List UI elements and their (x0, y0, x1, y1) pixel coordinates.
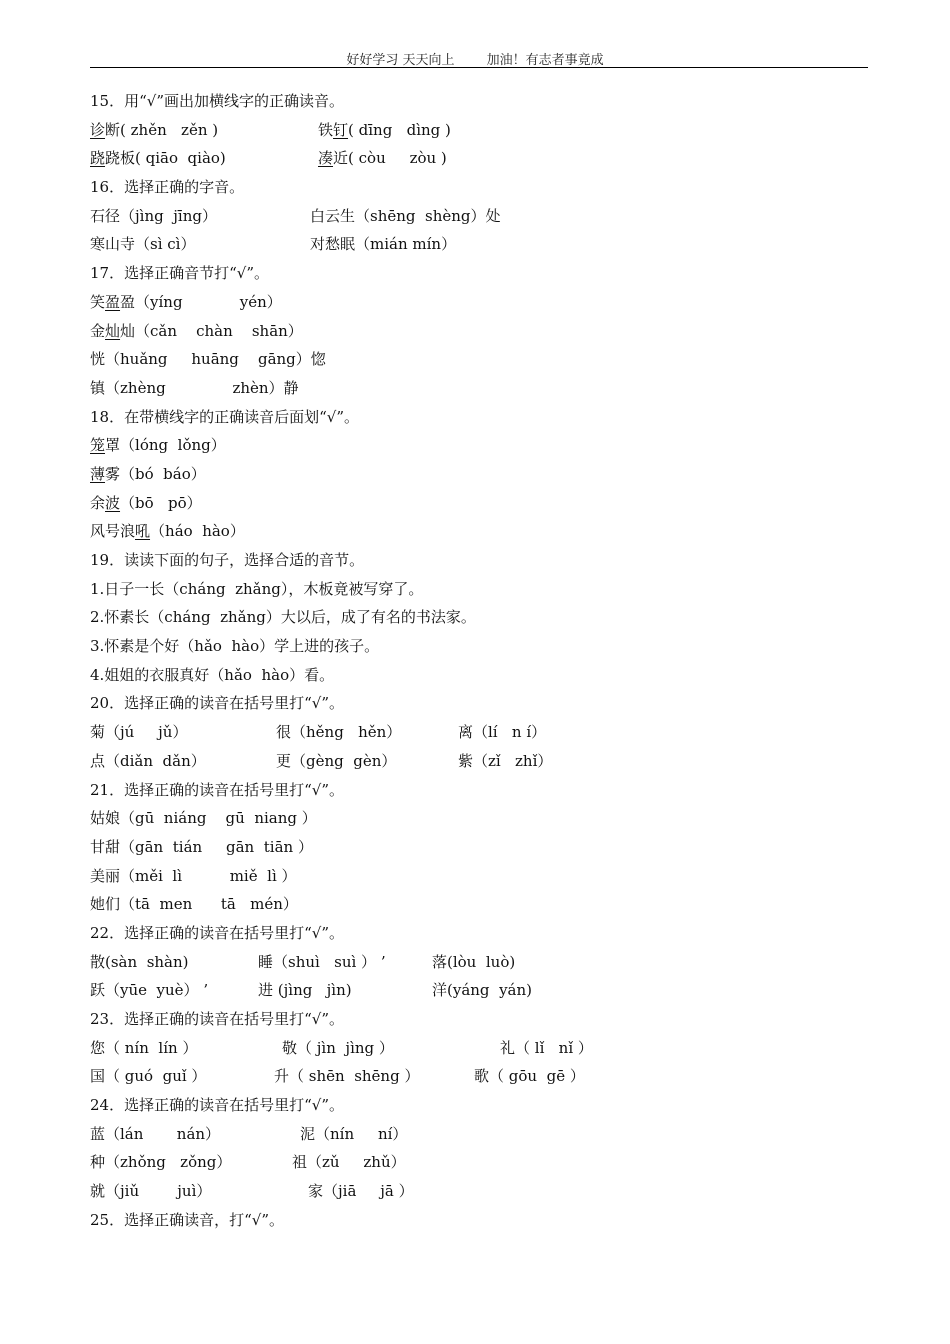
q20-item-e[interactable]: 更（gèng gèn） (276, 751, 397, 770)
q19-sentence-3[interactable]: 3.怀素是个好（hǎo hào）学上进的孩子。 (90, 637, 380, 656)
q17-item-3[interactable]: 恍（huǎng huāng gāng）惚 (90, 350, 326, 369)
q18-item-3[interactable]: 余波（bō pō） (90, 493, 202, 512)
q15-item-d[interactable]: 凑近( còu zòu ) (318, 149, 447, 168)
q23-item-b[interactable]: 敬（ jìn jìng ） (282, 1038, 394, 1057)
question-23-title: 23．选择正确的读音在括号里打“√”。 (90, 1010, 344, 1028)
q16-item-c[interactable]: 寒山寺（sì cì） (90, 235, 196, 254)
q22-item-e[interactable]: 进 (jìng jìn) (258, 981, 352, 1000)
page-header (0, 49, 950, 68)
question-18-title: 18．在带横线字的正确读音后面划“√”。 (90, 407, 359, 426)
question-15-row-2 (90, 146, 850, 175)
question-16-row-2 (90, 232, 850, 261)
question-24-title: 24．选择正确的读音在括号里打“√”。 (90, 1096, 344, 1115)
question-22-title: 22．选择正确的读音在括号里打“√”。 (90, 923, 344, 942)
q15-item-b[interactable]: 铁钉( dīng dìng ) (318, 120, 451, 139)
q24-item-f[interactable]: 家（jiā jā ） (308, 1182, 414, 1201)
q22-item-d[interactable]: 跃（yūe yuè） ’ (90, 981, 209, 1000)
q17-item-2[interactable]: 金灿灿（cǎn chàn shān） (90, 321, 303, 340)
question-16-row-1 (90, 204, 850, 233)
q23-item-f[interactable]: 歌（ gōu gē ） (474, 1067, 585, 1086)
q19-sentence-4[interactable]: 4.姐姐的衣服真好（hǎo hào）看。 (90, 665, 335, 684)
question-25-title: 25．选择正确读音，打“√”。 (90, 1210, 284, 1229)
question-16-title: 16．选择正确的字音。 (90, 178, 245, 197)
question-17-title: 17．选择正确音节打“√”。 (90, 264, 269, 283)
q19-sentence-2[interactable]: 2.怀素长（cháng zhǎng）大以后，成了有名的书法家。 (90, 608, 476, 627)
question-20-row-1 (90, 720, 850, 749)
q23-item-c[interactable]: 礼（ lǐ nǐ ） (500, 1038, 593, 1057)
question-24-row-2 (90, 1150, 850, 1179)
q24-item-a[interactable]: 蓝（lán nán） (90, 1124, 221, 1143)
question-20-title: 20．选择正确的读音在括号里打“√”。 (90, 694, 344, 713)
q22-item-f[interactable]: 洋(yáng yán) (432, 981, 532, 1000)
question-21-title: 21．选择正确的读音在括号里打“√”。 (90, 780, 344, 799)
q20-item-f[interactable]: 紫（zǐ zhǐ） (458, 751, 553, 770)
question-23-row-1 (90, 1036, 850, 1065)
q18-item-4[interactable]: 风号浪吼（háo hào） (90, 522, 245, 541)
q24-item-e[interactable]: 就（jiǔ juì） (90, 1182, 212, 1201)
q21-item-2[interactable]: 甘甜（gān tián gān tiān ） (90, 837, 313, 856)
q21-item-4[interactable]: 她们（tā men tā mén） (90, 895, 298, 914)
q17-item-1[interactable]: 笑盈盈（yíng yén） (90, 292, 282, 311)
question-15-title: 15．用“√”画出加横线字的正确读音。 (90, 92, 344, 110)
q19-sentence-1[interactable]: 1.日子一长（cháng zhǎng），木板竟被写穿了。 (90, 579, 424, 598)
q21-item-1[interactable]: 姑娘（gū niáng gū niang ） (90, 809, 317, 828)
question-20-row-2 (90, 749, 850, 778)
q23-item-a[interactable]: 您（ nín lín ） (90, 1038, 198, 1057)
question-22-row-1 (90, 950, 850, 979)
q18-item-1[interactable]: 笼罩（lóng lǒng） (90, 436, 226, 455)
q20-item-d[interactable]: 点（diǎn dǎn） (90, 751, 206, 770)
q18-item-2[interactable]: 薄雾（bó báo） (90, 464, 206, 483)
q22-item-a[interactable]: 散(sàn shàn) (90, 952, 189, 971)
q15-item-c[interactable]: 跷跷板( qiāo qiào) (90, 149, 226, 168)
q16-item-a[interactable]: 石径（jìng jīng） (90, 206, 217, 225)
header-motto-left: 好好学习 天天向上 (346, 53, 455, 68)
question-19-title: 19．读读下面的句子，选择合适的音节。 (90, 551, 365, 569)
question-23-row-2 (90, 1064, 850, 1093)
q24-item-c[interactable]: 种（zhǒng zǒng） (90, 1153, 232, 1172)
q15-item-a[interactable]: 诊断( zhěn zěn ) (90, 120, 219, 139)
q16-item-b[interactable]: 白云生（shēng shèng）处 (310, 206, 501, 225)
question-24-row-3 (90, 1179, 850, 1208)
q20-item-b[interactable]: 很（hěng hěn） (276, 723, 402, 742)
q22-item-c[interactable]: 落(lòu luò) (432, 952, 516, 971)
question-15-row-1 (90, 118, 850, 147)
q20-item-c[interactable]: 离（lí n í） (458, 723, 547, 742)
q17-item-4[interactable]: 镇（zhèng zhèn）静 (90, 378, 299, 397)
header-rule (90, 67, 868, 68)
q16-item-d[interactable]: 对愁眠（mián mín） (310, 235, 457, 254)
question-22-row-2 (90, 978, 850, 1007)
worksheet-body (90, 89, 850, 1237)
q22-item-b[interactable]: 睡（shuì suì ） ’ (258, 952, 386, 971)
q24-item-b[interactable]: 泥（nín ní） (300, 1124, 408, 1143)
q21-item-3[interactable]: 美丽（měi lì miě lì ） (90, 866, 297, 885)
question-24-row-1 (90, 1122, 850, 1151)
q23-item-e[interactable]: 升（ shēn shēng ） (274, 1067, 420, 1086)
q23-item-d[interactable]: 国（ guó guǐ ） (90, 1067, 207, 1086)
q20-item-a[interactable]: 菊（jú jǔ） (90, 723, 188, 742)
q24-item-d[interactable]: 祖（zǔ zhǔ） (292, 1153, 406, 1172)
header-motto-right: 加油！有志者事竟成 (486, 53, 604, 68)
